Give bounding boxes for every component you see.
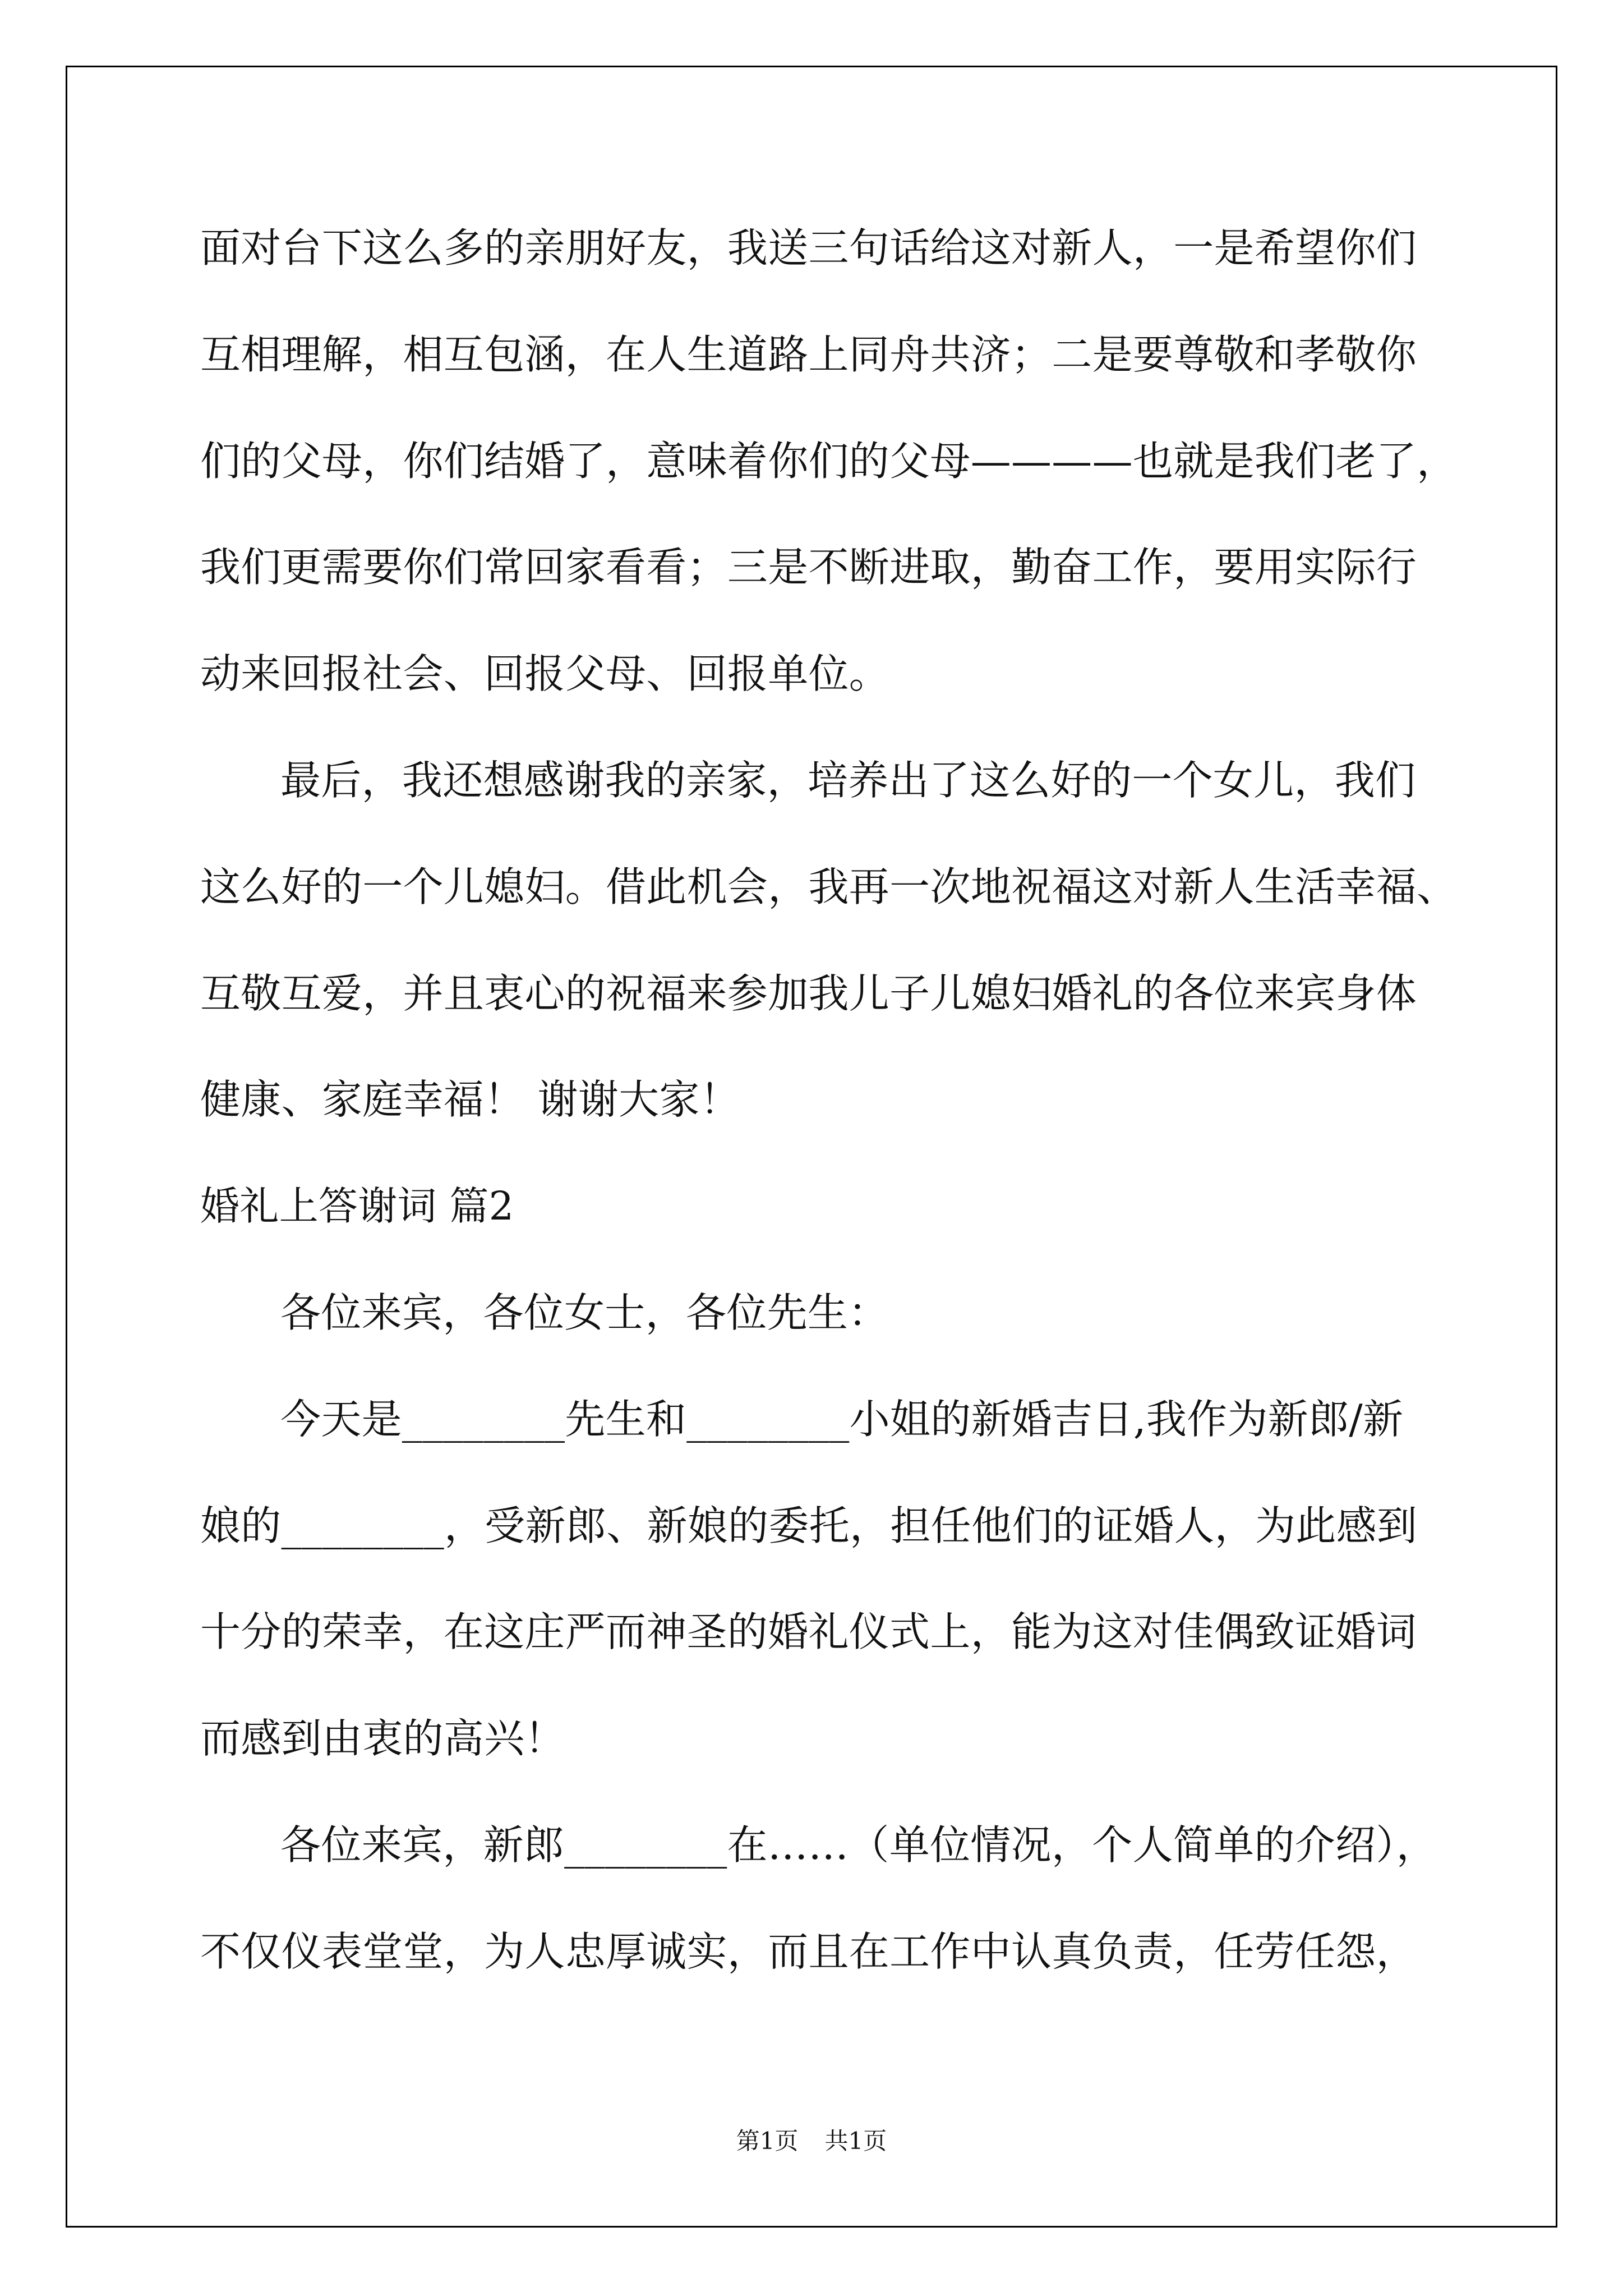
text-line: 而感到由衷的高兴！ (200, 1715, 565, 1763)
text-line: 健康、家庭幸福！ 谢谢大家！ (200, 1076, 741, 1124)
text-line: 最后，我还想感谢我的亲家，培养出了这么好的一个女儿，我们 (280, 756, 1416, 804)
text-line: 这么好的一个儿媳妇。借此机会，我再一次地祝福这对新人生活幸福、 (200, 863, 1458, 910)
text-line: 不仅仪表堂堂，为人忠厚诚实，而且在工作中认真负责，任劳任怨， (200, 1927, 1417, 1975)
text-line: 各位来宾，各位女士，各位先生： (280, 1289, 889, 1336)
text-line: 动来回报社会、回报父母、回报单位。 (200, 650, 890, 698)
text-line: 们的父母，你们结婚了，意味着你们的父母————也就是我们老了， (200, 437, 1458, 485)
text-line: 我们更需要你们常回家看看；三是不断进取，勤奋工作，要用实际行 (200, 544, 1417, 591)
text-line: 娘的________，受新郎、新娘的委托，担任他们的证婚人，为此感到 (200, 1502, 1418, 1549)
text-line: 互敬互爱，并且衷心的祝福来参加我儿子儿媳妇婚礼的各位来宾身体 (200, 969, 1417, 1017)
text-line: 十分的荣幸，在这庄严而神圣的婚礼仪式上，能为这对佳偶致证婚词 (200, 1608, 1417, 1656)
text-line: 各位来宾，新郎________在……（单位情况，个人简单的介绍）， (280, 1821, 1437, 1869)
document-body (200, 195, 1535, 2005)
text-line: 面对台下这么多的亲朋好友，我送三句话给这对新人，一是希望你们 (200, 224, 1417, 272)
text-line: 互相理解，相互包涵，在人生道路上同舟共济；二是要尊敬和孝敬你 (200, 330, 1417, 378)
page-footer: 第1页 共1页 (736, 2127, 887, 2155)
section-heading: 婚礼上答谢词 篇2 (200, 1183, 514, 1230)
text-line: 今天是________先生和________小姐的新婚吉日,我作为新郎/新 (280, 1395, 1404, 1443)
